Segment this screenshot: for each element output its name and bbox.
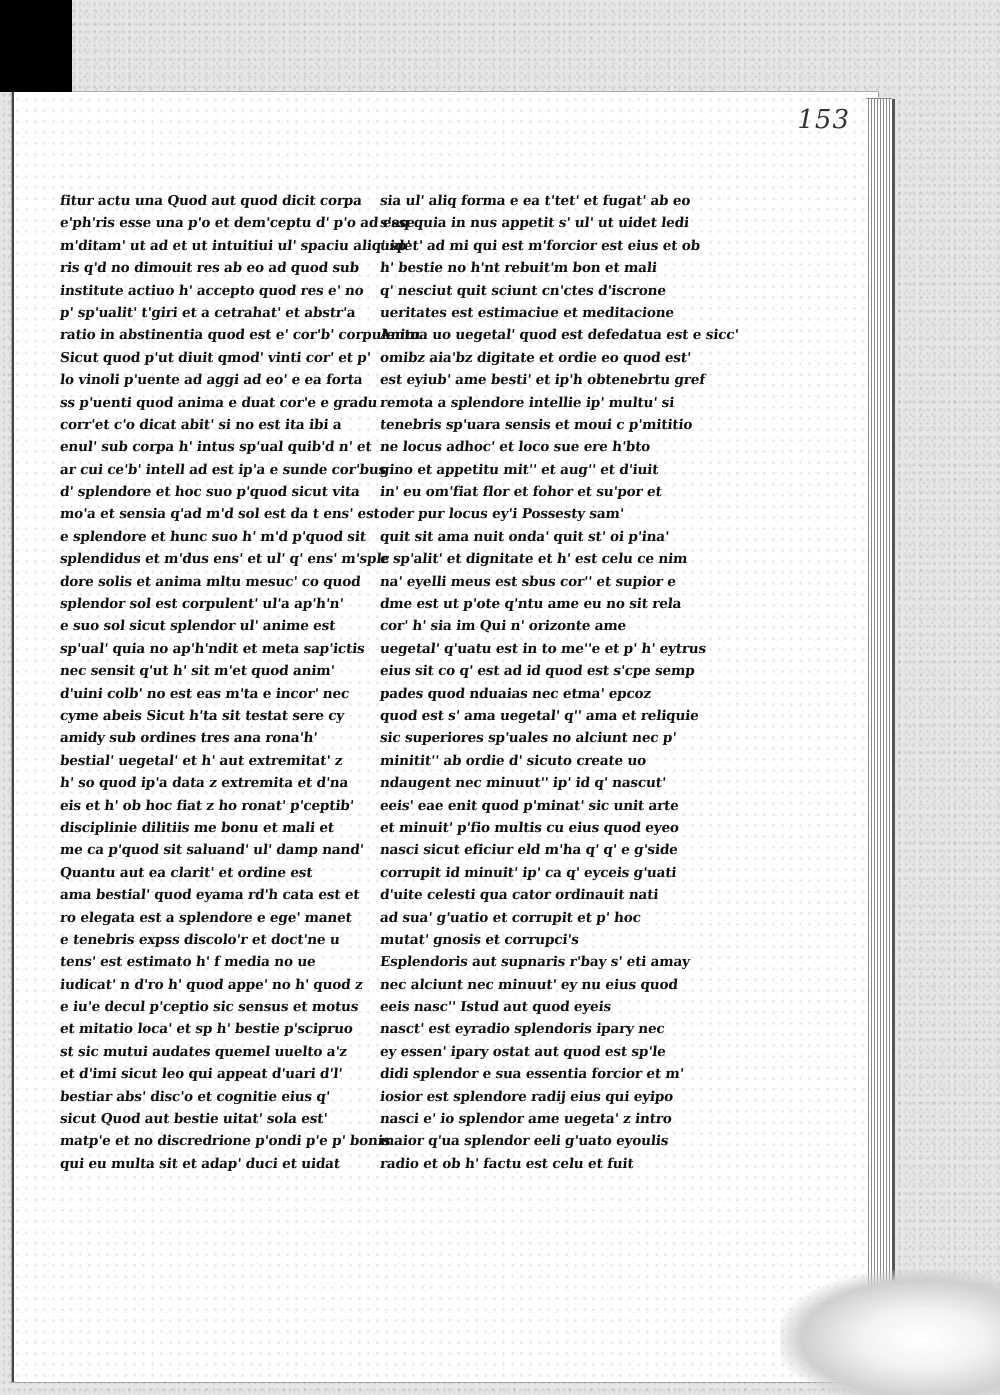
left-column-line: splendor sol est corpulent' ul'a ap'h'n' (59, 596, 345, 613)
left-column-line: matp'e et no discredrione p'ondi p'e p' bonis (59, 1133, 392, 1150)
page-curl (780, 1270, 1000, 1395)
right-column-line: et minuit' p'fio multis cu eius quod eyeo (379, 819, 680, 836)
right-column-line: iosior est splendore radij eius qui eyipo (379, 1088, 674, 1105)
right-column-line: quod est s' ama uegetal' q'' ama et reliquie (379, 707, 700, 724)
right-column-line: corrupit id minuit' ip' ca q' eyceis g'uati (379, 864, 678, 881)
left-column-line: me ca p'quod sit saluand' ul' damp nand' (59, 842, 365, 859)
left-column-line: ss p'uenti quod anima e duat cor'e e gradu (59, 394, 379, 411)
left-column-line: nec sensit q'ut h' sit m'et quod anim' (59, 663, 336, 680)
left-column-line: sicut Quod aut bestie uitat' sola est' (59, 1111, 329, 1128)
right-column-line: ueritates est estimaciue et meditacione (379, 304, 675, 321)
scan-corner-mark (0, 0, 72, 92)
left-column-line: sp'ual' quia no ap'h'ndit et meta sap'ictis (59, 640, 366, 657)
right-column-line: eeis nasc'' Istud aut quod eyeis (379, 999, 612, 1016)
right-column-line: ne locus adhoc' et loco sue ere h'bto (379, 439, 651, 456)
left-column-line: e splendore et hunc suo h' m'd p'quod sit (59, 528, 367, 545)
left-column-line: bestial' uegetal' et h' aut extremitat' z (59, 752, 344, 769)
right-column-line: in' eu om'fiat flor et fohor et su'por et (379, 484, 663, 501)
left-column-line: enul' sub corpa h' intus sp'ual quib'd n' et (59, 439, 373, 456)
left-column-line: fitur actu una Quod aut quod dicit corpa (59, 193, 363, 209)
right-column-line: gino et appetitu mit'' et aug'' et d'iuit (379, 461, 660, 478)
left-column-line: d' splendore et hoc suo p'quod sicut vita (59, 484, 361, 501)
right-column-line: na' eyelli meus est sbus cor'' et supior e (379, 573, 677, 590)
right-column-line: pades quod nduaias nec etma' epcoz (379, 685, 652, 702)
page-gutter (12, 92, 14, 1382)
left-column-line: bestiar abs' disc'o et cognitie eius q' (59, 1088, 331, 1105)
left-column-line: qui eu multa sit et adap' duci et uidat (59, 1155, 341, 1172)
left-column-line: ro elegata est a splendore e ege' manet (59, 909, 353, 926)
right-column-line: q' nesciut quit sciunt cn'ctes d'iscrone (379, 282, 667, 299)
right-column-line: minitit'' ab ordie d' sicuto create uo (379, 752, 647, 769)
right-column-line: sic superiores sp'uales no alciunt nec p' (379, 730, 678, 747)
right-column-line: nasct' est eyradio splendoris ipary nec (379, 1021, 666, 1038)
left-column-line: m'ditam' ut ad et ut intuitiui ul' spaciu aliq' sp' (59, 237, 412, 254)
right-column-line: radio et ob h' factu est celu et fuit (379, 1155, 635, 1172)
right-column-line: d'uite celesti qua cator ordinauit nati (379, 887, 660, 904)
left-column-line: st sic mutui audates quemel uuelto a'z (59, 1043, 348, 1060)
right-column-line: nasci sicut eficiur eld m'ha q' q' e g'side (379, 842, 679, 859)
right-column-line: h' bestie no h'nt rebuit'm bon et mali (379, 260, 658, 277)
left-column-line: iudicat' n d'ro h' quod appe' no h' quod z (59, 976, 364, 993)
right-column-line: uidet' ad mi qui est m'forcior est eius et ob (379, 237, 701, 254)
right-column-line: est eyiub' ame besti' et ip'h obtenebrtu gref (379, 372, 706, 389)
left-column-line: cyme abeis Sicut h'ta sit testat sere cy (59, 707, 345, 724)
left-column-line: e tenebris expss discolo'r et doct'ne u (59, 931, 341, 948)
folio-number: 153 (797, 105, 850, 135)
left-column-line: corr'et c'o dicat abit' si no est ita ibi a (59, 416, 343, 433)
right-column-line: didi splendor e sua essentia forcior et m' (379, 1066, 685, 1083)
left-column-line: ris q'd no dimouit res ab eo ad quod sub (59, 260, 360, 277)
left-column-line: lo vinoli p'uente ad aggi ad eo' e ea forta (59, 372, 364, 389)
right-column-line: quit sit ama nuit onda' quit st' oi p'ina' (379, 528, 670, 545)
left-column-line: ama bestial' quod eyama rd'h cata est et (59, 887, 361, 904)
text-column-right (379, 190, 740, 1175)
right-column-line: Esplendoris aut supnaris r'bay s' eti amay (379, 954, 691, 971)
right-column-line: maior q'ua splendor eeli g'uato eyoulis (379, 1133, 670, 1150)
left-column-line: ar cui ce'b' intell ad est ip'a e sunde cor'bus (59, 461, 387, 478)
text-column-left (59, 190, 422, 1175)
left-column-line: dore solis et anima mltu mesuc' co quod (59, 573, 362, 590)
left-column-line: e iu'e decul p'ceptio sic sensus et motus (59, 999, 360, 1016)
right-column-line: eeis' eae enit quod p'minat' sic unit arte (379, 797, 680, 814)
left-column-line: ratio in abstinentia quod est e' cor'b' corpulentu (59, 327, 422, 344)
left-column-line: mo'a et sensia q'ad m'd sol est da t ens' est (59, 506, 381, 523)
right-column-line: nasci e' io splendor ame uegeta' z intro (379, 1111, 673, 1128)
left-column-line: et d'imi sicut leo qui appeat d'uari d'l' (59, 1066, 344, 1083)
left-column-line: Sicut quod p'ut diuit qmod' vinti cor' et p' (59, 349, 372, 366)
left-column-line: eis et h' ob hoc fiat z ho ronat' p'ceptib' (59, 797, 355, 814)
right-column-line: tenebris sp'uara sensis et moui c p'mititio (379, 416, 694, 433)
right-column-line: uegetal' q'uatu est in to me''e et p' h' eytrus (379, 640, 707, 657)
right-column-line: ey essen' ipary ostat aut quod est sp'le (379, 1043, 667, 1060)
left-column-line: p' sp'ualit' t'giri et a cetrahat' et abstr'a (59, 304, 357, 321)
right-column-line: omibz aia'bz digitate et ordie eo quod est' (379, 349, 692, 366)
right-column-line: sia ul' aliq forma e ea t'tet' et fugat' ab eo (379, 193, 692, 209)
right-column-line: e sp'alit' et dignitate et h' est celu ce nim (379, 551, 689, 568)
right-column-line: s'aq quia in nus appetit s' ul' ut uidet ledi (379, 215, 690, 232)
right-column-line: cor' h' sia im Qui n' orizonte ame (379, 618, 627, 635)
left-column-line: e'ph'ris esse una p'o et dem'ceptu d' p'o ad esse (59, 215, 416, 232)
left-column-line: amidy sub ordines tres ana rona'h' (59, 730, 318, 747)
right-column-line: eius sit co q' est ad id quod est s'cpe semp (379, 663, 696, 680)
left-column-line: disciplinie dilitiis me bonu et mali et (59, 819, 335, 836)
right-column-line: dme est ut p'ote q'ntu ame eu no sit rela (379, 596, 683, 613)
left-column-line: et mitatio loca' et sp h' bestie p'scipruo (59, 1021, 354, 1038)
right-column-line: Anima uo uegetal' quod est defedatua est e sicc' (379, 327, 740, 344)
left-column-line: Quantu aut ea clarit' et ordine est (59, 864, 314, 881)
left-column-line: h' so quod ip'a data z extremita et d'na (59, 775, 349, 792)
left-column-line: tens' est estimato h' f media no ue (59, 954, 317, 971)
right-column-line: nec alciunt nec minuut' ey nu eius quod (379, 976, 679, 993)
page-edge-stack (866, 98, 892, 1339)
left-column-line: e suo sol sicut splendor ul' anime est (59, 618, 337, 635)
right-column-line: oder pur locus ey'i Possesty sam' (379, 506, 625, 523)
right-column-line: remota a splendore intellie ip' multu' si (379, 394, 675, 411)
right-column-line: ad sua' g'uatio et corrupit et p' hoc (379, 909, 642, 926)
right-column-line: mutat' gnosis et corrupci's (379, 931, 580, 948)
left-column-line: institute actiuo h' accepto quod res e' no (59, 282, 365, 299)
left-column-line: splendidus et m'dus ens' et ul' q' ens' m'splc (59, 551, 391, 568)
left-column-line: d'uini colb' no est eas m'ta e incor' nec (59, 685, 350, 702)
right-column-line: ndaugent nec minuut'' ip' id q' nascut' (379, 775, 667, 792)
